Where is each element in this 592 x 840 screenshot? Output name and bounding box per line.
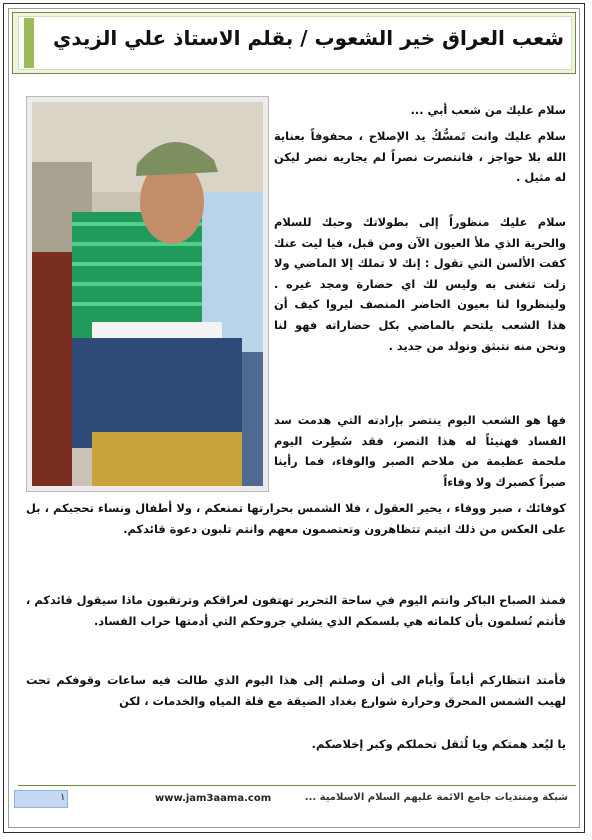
article-photo-frame — [26, 96, 269, 492]
article-paragraph-7: فأمتد انتظاركم أياماً وأيام الى أن وصلتم إلى هذا اليوم الذي طالت فيه ساعات وقوفكم تحت لهيب الشمس المحرق وحرارة شوارع بغداد الضيقة مع قلة المياه والخدمات ، لكن — [26, 673, 566, 708]
article-paragraph-4: فها هو الشعب اليوم ينتصر بإرادته التي هدمت سد الفساد فهنيئاً له هذا النصر، فقد سُطِرت اليوم ملحمة عظيمة من ملاحم الصبر والوفاء، فما رأينا صبراً كصبرك ولا وفاءاً — [274, 413, 566, 489]
article-paragraph-5: كوفائك ، صبر ووفاء ، يحير العقول ، فلا الشمس بحرارتها تمنعكم ، ولا أطفال ونساء تحجبكم ، بل على العكس من ذلك اتيتم تتظاهرون وتعتصمون معهم وانتم تلبون دعوة قائدكم. — [26, 501, 566, 536]
title-accent-bar — [24, 18, 34, 68]
greeting-line: سلام عليك من شعب أبي ... — [410, 103, 566, 117]
page-number: ١ — [60, 792, 66, 803]
footer-url: www.jam3aama.com — [155, 793, 272, 804]
page-title: شعب العراق خير الشعوب / بقلم الاستاذ علي الزيدي — [53, 26, 564, 50]
article-paragraph-2: سلام عليك وانت تَمسُّكُ يد الإصلاح ، محفوفاً بعناية الله بلا حواجز ، فانتصرت نصراً لم يجاريه نصر ليكن له مثيل . — [274, 129, 566, 185]
article-paragraph-6: فمنذ الصباح الباكر وانتم اليوم في ساحة التحرير تهتفون لعراقكم وترتقبون ماذا سيقول قائدكم ، فأنتم تُسلمون بأن كلماته هي بلسمكم الذي يشلي جروحكم التي أدمتها حراب الفساد. — [26, 593, 566, 628]
footer-divider — [18, 785, 576, 786]
article-photo — [32, 102, 263, 486]
article-paragraph-3: سلام عليك منظوراً إلى بطولاتك وحبك للسلام والحرية الذي ملأ العيون الآن ومن قبل، فيا ليت عنك كفت الألسن التي تقول : إنك لا تملك إلا الماضي ولا زلت تتغنى به وليس لك اي حضارة ومجد غيره . ولينظروا لنا بعيون الحاضر المنصف ليروا كيف أن هذا الشعب يلتحم بالماضي بكل حضاراته فهو لنا ونحن منه نتبثق ونولد من جديد . — [274, 215, 566, 353]
article-paragraph-8: يا ليُعد همتكم ويا لُثقل تحملكم وكبر إخلاصكم. — [311, 737, 566, 751]
article-paragraph-1 — [274, 100, 566, 121]
footer-network-text: شبكة ومنتديات جامع الائمة عليهم السلام الاسلامية ... — [304, 792, 568, 803]
